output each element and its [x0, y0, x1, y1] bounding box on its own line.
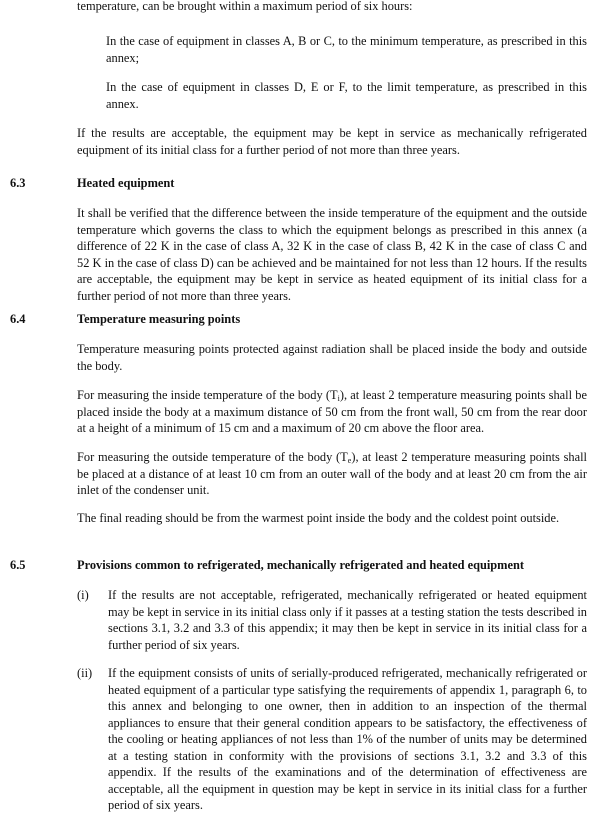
case-def: In the case of equipment in classes D, E or F, to the limit temperature, as prescribed in this annex.: [106, 80, 587, 111]
list-item-number: (ii): [77, 666, 93, 680]
section-6-4-p3: For measuring the outside temperature of the body $(T_e)$, at least 2 temperature measuring points shall be placed at a distance of at least 10 cm from an outer wall of the body and at least 20 cm from the air inlet of the condenser unit.: [77, 450, 587, 497]
list-item-text: If the results are not acceptable, refrigerated, mechanically refrigerated or heated equipment may be kept in service in its initial class only if it passes at a testing station the tests described in sections 3.1, 3.2 and 3.3 of this appendix; it may then be kept in service in its initial class for a further period of six years.: [108, 588, 587, 652]
section-6-4-number: 6.4: [10, 312, 26, 326]
case-abc: In the case of equipment in classes A, B or C, to the minimum temperature, as prescribed in this annex;: [106, 34, 587, 65]
section-6-5-number: 6.5: [10, 558, 26, 572]
section-6-4-p2: For measuring the inside temperature of the body $(T_i)$, at least 2 temperature measuring points shall be placed inside the body at a maximum distance of 50 cm from the front wall, 50 cm from the rear door at a height of a minimum of 15 cm and a maximum of 20 cm above the floor area.: [77, 388, 587, 435]
list-item-number: (i): [77, 588, 89, 602]
section-6-5-title: Provisions common to refrigerated, mechanically refrigerated and heated equipment: [77, 558, 525, 572]
list-item-text: If the equipment consists of units of serially-produced refrigerated, mechanically refrigerated or heated equipment of a particular type satisfying the requirements of appendix 1, paragraph 6, to this annex and belonging to one owner, then in addition to an inspection of the thermal appliances to ensure that their general condition appears to be satisfactory, the effectiveness of the cooling or heating appliances of not less than 1% of the number of units may be determined at a testing station in conformity with the provisions of sections 3.1, 3.2 and 3.3 of this appendix. If the results of the examinations and of the determination of effectiveness are acceptable, all the equipment in question may be kept in service in its initial class for a further period of six years.: [108, 666, 587, 812]
section-6-4-p1: Temperature measuring points protected against radiation shall be placed inside the body and outside the body.: [77, 342, 587, 373]
section-6-3-number: 6.3: [10, 176, 26, 190]
intro-result: If the results are acceptable, the equipment may be kept in service as mechanically refrigerated equipment of its initial class for a further period of not more than three years.: [77, 126, 587, 157]
section-6-3-title: Heated equipment: [77, 176, 175, 190]
section-6-4-title: Temperature measuring points: [77, 312, 241, 326]
section-6-4-p4: The final reading should be from the warmest point inside the body and the coldest point outside.: [77, 511, 560, 525]
section-6-3-text: It shall be verified that the difference between the inside temperature of the equipment and the outside temperature which governs the class to which the equipment belongs as prescribed in this annex (a difference of 22 K in the case of class A, 32 K in the case of class B, 42 K in the case of class C and 52 K in the case of class D) can be achieved and be maintained for not less than 12 hours. If the results are acceptable, the equipment may be kept in service as heated equipment of its initial class for a further period of not more than three years.: [77, 206, 587, 303]
intro-line: temperature, can be brought within a maximum period of six hours:: [77, 0, 413, 13]
